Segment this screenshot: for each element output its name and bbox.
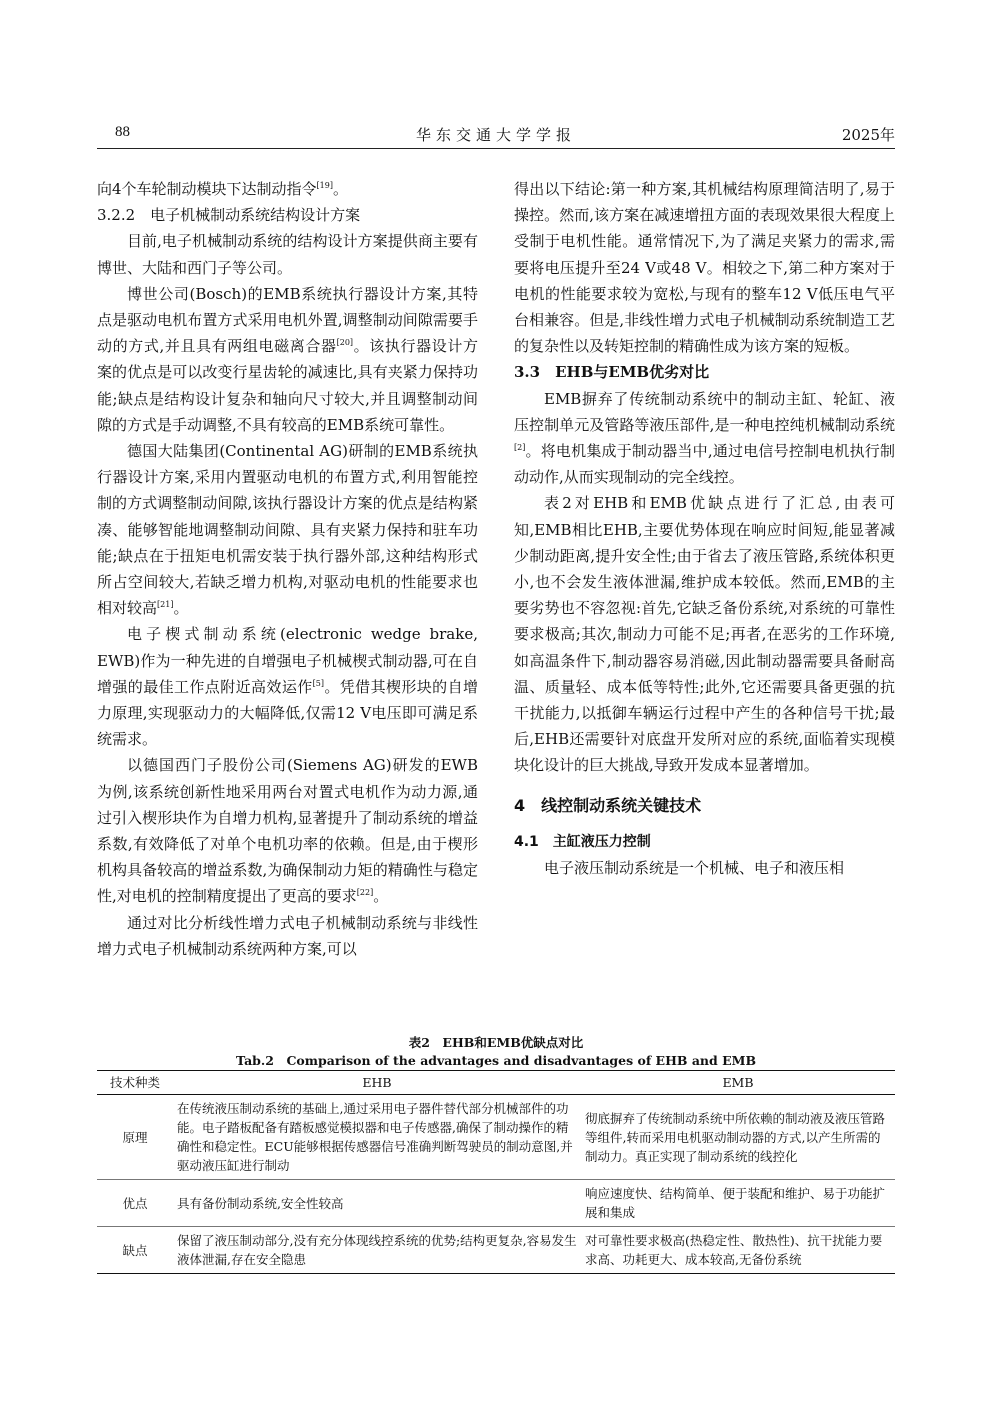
citation: [21] <box>157 600 174 610</box>
ehb-cell: 保留了液压制动部分,没有充分体现线控系统的优势;结构更复杂,容易发生液体泄漏,存在安全隐患 <box>173 1227 581 1274</box>
left-column <box>97 176 478 962</box>
citation: [20] <box>336 338 354 348</box>
ehb-cell: 在传统液压制动系统的基础上,通过采用电子器件替代部分机械部件的功能。电子踏板配备有踏板感觉模拟器和电子传感器,确保了制动操作的精确性和稳定性。ECU能够根据传感器信号准确判断驾驶员的制动意图,并驱动液压缸进行制动 <box>173 1095 581 1180</box>
table-header-row <box>97 1071 895 1095</box>
section-heading-3-3: 3.3 EHB与EMB优劣对比 <box>514 363 710 382</box>
comparison-table <box>97 1070 895 1274</box>
header-cell: EHB <box>173 1071 581 1095</box>
emb-cell: 响应速度快、结构简单、便于装配和维护、易于功能扩展和集成 <box>581 1180 895 1227</box>
table-caption-cn: 表2 EHB和EMB优缺点对比 <box>408 1035 584 1050</box>
section-heading-4: 4 线控制动系统关键技术 <box>514 795 702 815</box>
table-row <box>97 1227 895 1274</box>
table-row <box>97 1180 895 1227</box>
paragraph: 德国大陆集团(Continental AG)研制的EMB系统执行器设计方案,采用内置驱动电机的布置方式,利用智能控制的方式调整制动间隙,该执行器设计方案的优点是结构紧凑、能够智能地调整制动间隙、具有夹紧力保持和驻车功能;缺点在于扭矩电机需安装于执行器外部,这种结构形式所占空间较大,若缺乏增力机构,对驱动电机的性能要求也相对较高[21]。 <box>97 442 478 618</box>
emb-cell: 对可靠性要求极高(热稳定性、散热性)、抗干扰能力要求高、功耗更大、成本较高,无备份系统 <box>581 1227 895 1274</box>
paragraph: 以德国西门子股份公司(Siemens AG)研发的EWB为例,该系统创新性地采用两台对置式电机作为动力源,通过引入楔形块作为自增力机构,显著提升了制动系统的增益系数,有效降低了对单个电机功率的依赖。但是,由于楔形机构具备较高的增益系数,为确保制动力矩的精确性与稳定性,对电机的控制精度提出了更高的要求[22]。 <box>97 756 478 906</box>
section-heading-3-2-2: 3.2.2 电子机械制动系统结构设计方案 <box>97 206 361 225</box>
header-cell: EMB <box>581 1071 895 1095</box>
paragraph: 表2对EHB和EMB优缺点进行了汇总,由表可知,EMB相比EHB,主要优势体现在响应时间短,能显著减少制动距离,提升安全性;由于省去了液压管路,系统体积更小,也不会发生液体泄漏,维护成本较低。然而,EMB的主要劣势也不容忽视:首先,它缺乏备份系统,对系统的可靠性要求极高;其次,制动力可能不足;再者,在恶劣的工作环境,如高温条件下,制动器容易消磁,因此制动器需要具备耐高温、质量轻、成本低等特性;此外,它还需要具备更强的抗干扰能力,以抵御车辆运行过程中产生的各种信号干扰;最后,EHB还需要针对底盘开发所对应的系统,面临着实现模块化设计的巨大挑战,导致开发成本显著增加。 <box>514 494 895 775</box>
citation: [5] <box>312 678 324 688</box>
paragraph: EMB摒弃了传统制动系统中的制动主缸、轮缸、液压控制单元及管路等液压部件,是一种电控纯机械制动系统[2]。将电机集成于制动器当中,通过电信号控制电机执行制动动作,从而实现制动的完全线控。 <box>514 389 895 487</box>
citation: [2] <box>514 443 526 453</box>
paragraph: 目前,电子机械制动系统的结构设计方案提供商主要有博世、大陆和西门子等公司。 <box>97 232 478 277</box>
journal-title: 华东交通大学学报 <box>415 126 576 144</box>
citation: [19] <box>316 181 333 190</box>
row-label: 缺点 <box>97 1227 173 1274</box>
page-header <box>97 124 895 149</box>
paragraph: 电子楔式制动系统(electronic wedge brake, EWB)作为一种先进的自增强电子机械楔式制动器,可在自增强的最佳工作点附近高效运作[5]。凭借其楔形块的自增力原理,实现驱动力的大幅降低,仅需12 V电压即可满足系统需求。 <box>97 625 478 749</box>
publication-year: 2025年 <box>841 126 895 144</box>
table-row <box>97 1095 895 1180</box>
header-cell: 技术种类 <box>97 1071 173 1095</box>
paragraph: 向4个车轮制动模块下达制动指令[19]。 <box>97 180 348 198</box>
paragraph: 得出以下结论:第一种方案,其机械结构原理简洁明了,易于操控。然而,该方案在减速增扭方面的表现效果很大程度上受制于电机性能。通常情况下,为了满足夹紧力的需求,需要将电压提升至24 V或48 V。相较之下,第二种方案对于电机的性能要求较为宽松,与现有的整车12 V低压电气平台相兼容。但是,非线性增力式电子机械制动系统制造工艺的复杂性以及转矩控制的精确性成为该方案的短板。 <box>514 180 895 356</box>
row-label: 原理 <box>97 1095 173 1180</box>
ehb-cell: 具有备份制动系统,安全性较高 <box>173 1180 581 1227</box>
citation: [22] <box>356 888 374 898</box>
row-label: 优点 <box>97 1180 173 1227</box>
section-heading-4-1: 4.1 主缸液压力控制 <box>514 833 651 850</box>
paragraph: 电子液压制动系统是一个机械、电子和液压相 <box>544 859 845 878</box>
page-number: 88 <box>115 124 130 140</box>
right-column <box>514 176 895 881</box>
paragraph: 通过对比分析线性增力式电子机械制动系统与非线性增力式电子机械制动系统两种方案,可以 <box>97 913 478 958</box>
emb-cell: 彻底摒弃了传统制动系统中所依赖的制动液及液压管路等组件,转而采用电机驱动制动器的方式,以产生所需的制动力。真正实现了制动系统的线控化 <box>581 1095 895 1180</box>
table-caption-en: Tab.2 Comparison of the advantages and disadvantages of EHB and EMB <box>235 1053 757 1068</box>
paragraph: 博世公司(Bosch)的EMB系统执行器设计方案,其特点是驱动电机布置方式采用电机外置,调整制动间隙需要手动的方式,并且具有两组电磁离合器[20]。该执行器设计方案的优点是可以改变行星齿轮的减速比,具有夹紧力保持功能;缺点是结构设计复杂和轴向尺寸较大,并且调整制动间隙的方式是手动调整,不具有较高的EMB系统可靠性。 <box>97 284 478 434</box>
